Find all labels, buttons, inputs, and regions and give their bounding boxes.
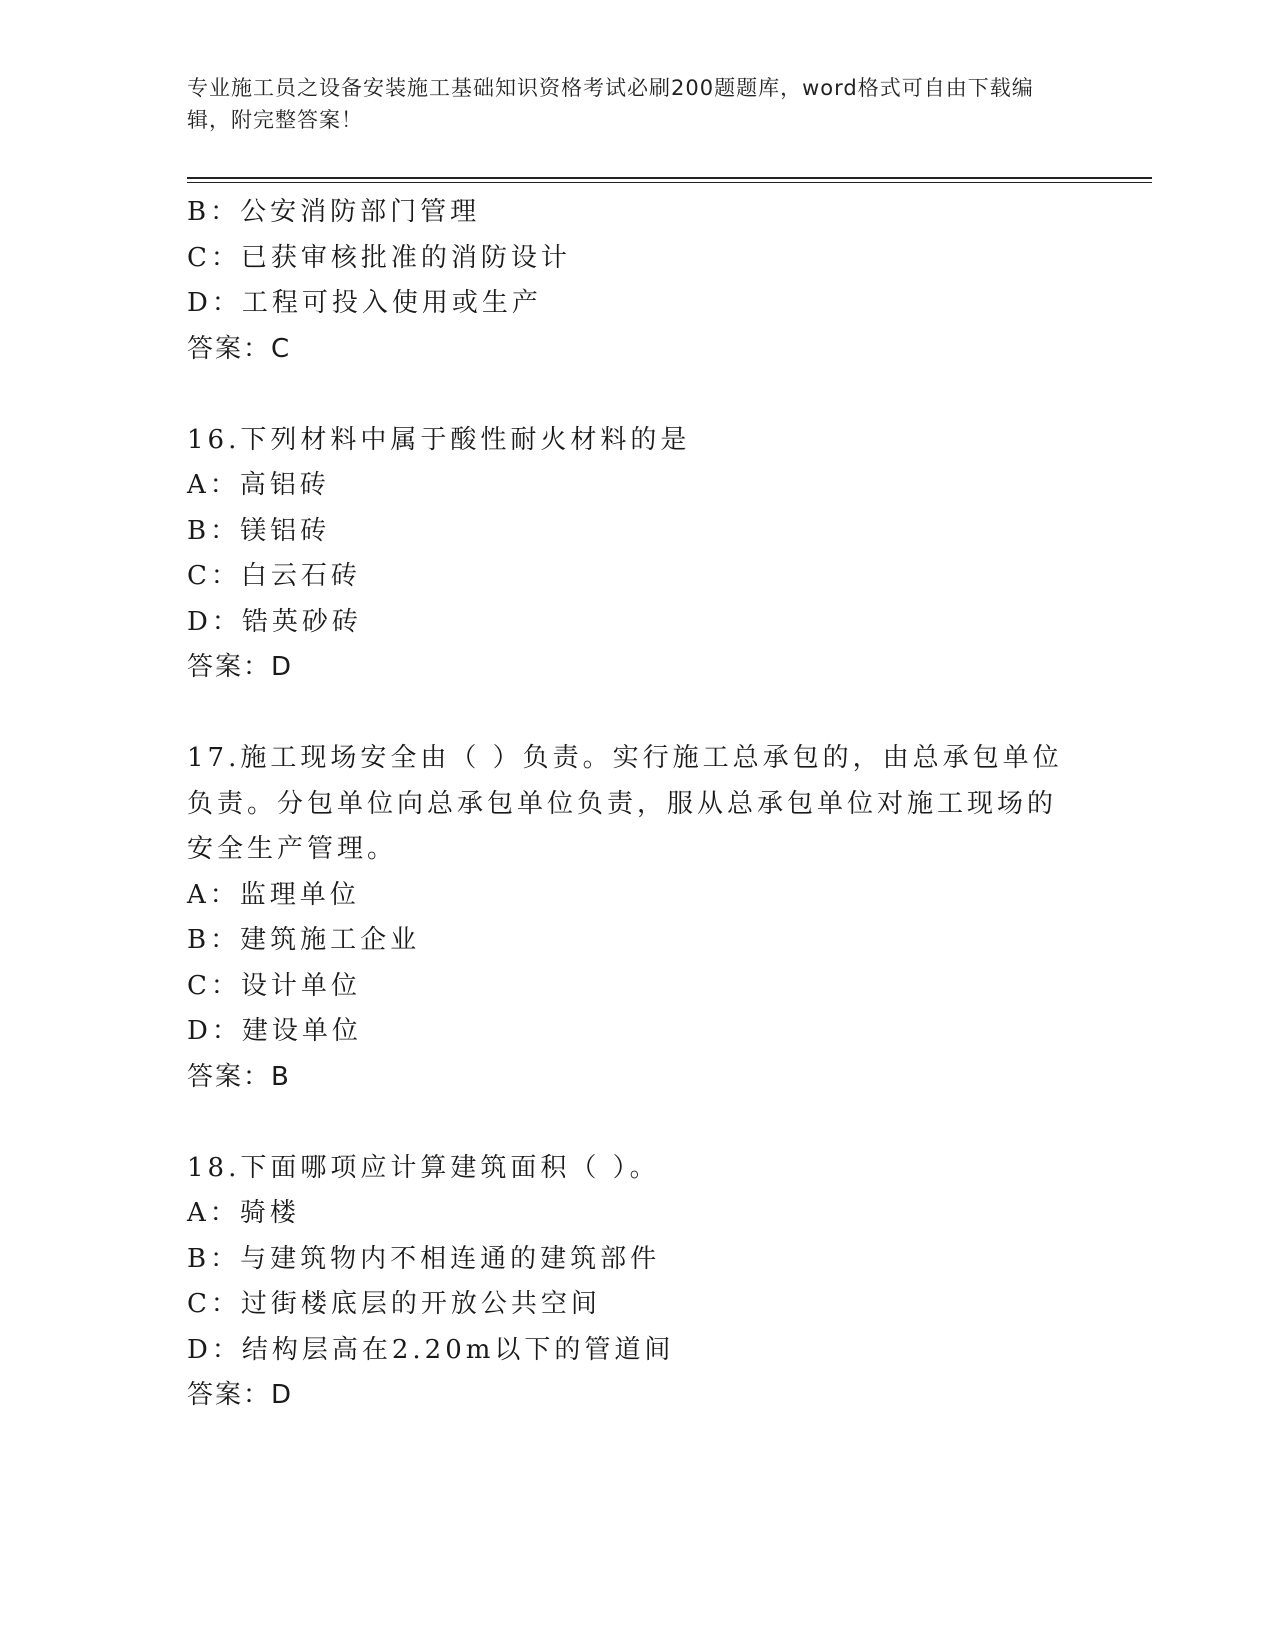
- option-d: D：结构层高在2.20m以下的管道间: [187, 1334, 675, 1365]
- header-divider: [187, 177, 1152, 183]
- option-c: C：白云石砖: [187, 561, 361, 591]
- question-text: 17.施工现场安全由（ ）负责。实行施工总承包的，由总承包单位负责。分包单位向总承包单位负责，服从总承包单位对施工现场的安全生产管理。: [187, 743, 1063, 864]
- option-d: D：建设单位: [187, 1016, 362, 1046]
- option-a: A：监理单位: [187, 879, 360, 910]
- question-16: [187, 418, 1087, 691]
- question-text: 16.下列材料中属于酸性耐火材料的是: [187, 424, 691, 455]
- option-b: B：公安消防部门管理: [187, 197, 481, 227]
- question-text: 18.下面哪项应计算建筑面积（ ）。: [187, 1152, 660, 1183]
- option-d: D：锆英砂砖: [187, 606, 362, 637]
- answer: 答案：D: [187, 1380, 294, 1410]
- option-c: C：已获审核批准的消防设计: [187, 242, 571, 273]
- option-a: A：骑楼: [187, 1198, 300, 1228]
- question-15-tail: [187, 190, 1087, 372]
- option-b: B：镁铝砖: [187, 515, 331, 546]
- option-b: B：与建筑物内不相连通的建筑部件: [187, 1243, 661, 1274]
- question-18: [187, 1146, 1087, 1419]
- answer: 答案：D: [187, 652, 294, 682]
- answer: 答案：C: [187, 333, 292, 364]
- option-a: A：高铝砖: [187, 470, 330, 500]
- document-header: 专业施工员之设备安装施工基础知识资格考试必刷200题题库，word格式可自由下载编辑，附完整答案！: [187, 76, 1034, 132]
- question-list: [187, 190, 1087, 1419]
- answer: 答案：B: [187, 1061, 291, 1092]
- option-b: B：建筑施工企业: [187, 925, 421, 955]
- option-c: C：设计单位: [187, 970, 361, 1001]
- option-c: C：过街楼底层的开放公共空间: [187, 1289, 601, 1319]
- option-d: D：工程可投入使用或生产: [187, 288, 542, 318]
- question-17: [187, 736, 1087, 1100]
